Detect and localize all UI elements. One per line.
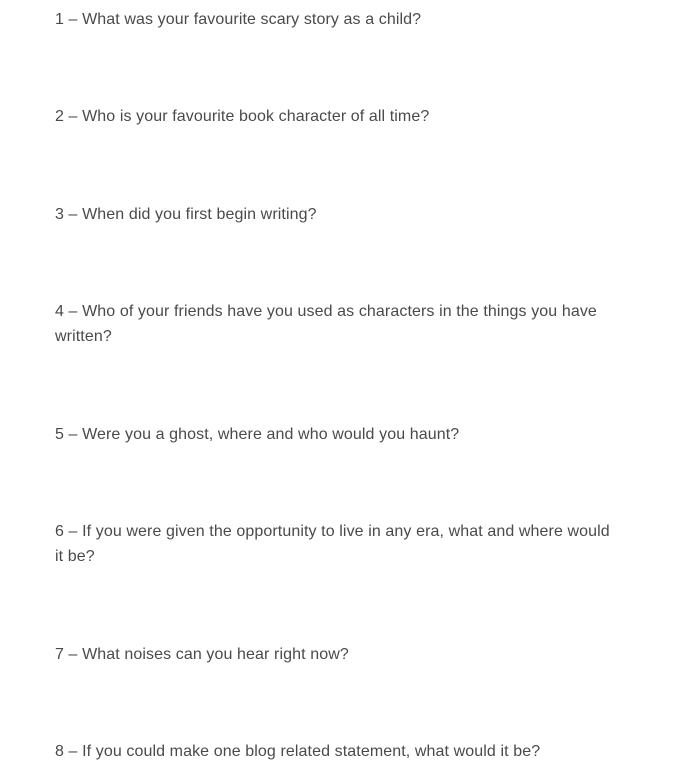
question-2: 2 – Who is your favourite book character of all time?: [55, 108, 430, 125]
question-5: 5 – Were you a ghost, where and who would you haunt?: [55, 426, 460, 443]
question-6: 6 – If you were given the opportunity to live in any era, what and where would it be?: [55, 523, 610, 565]
question-8: 8 – If you could make one blog related statement, what would it be?: [55, 743, 541, 760]
question-4: 4 – Who of your friends have you used as characters in the things you have written?: [55, 303, 597, 345]
question-3: 3 – When did you first begin writing?: [55, 206, 317, 223]
question-7: 7 – What noises can you hear right now?: [55, 646, 349, 663]
question-1: 1 – What was your favourite scary story as a child?: [55, 11, 422, 28]
